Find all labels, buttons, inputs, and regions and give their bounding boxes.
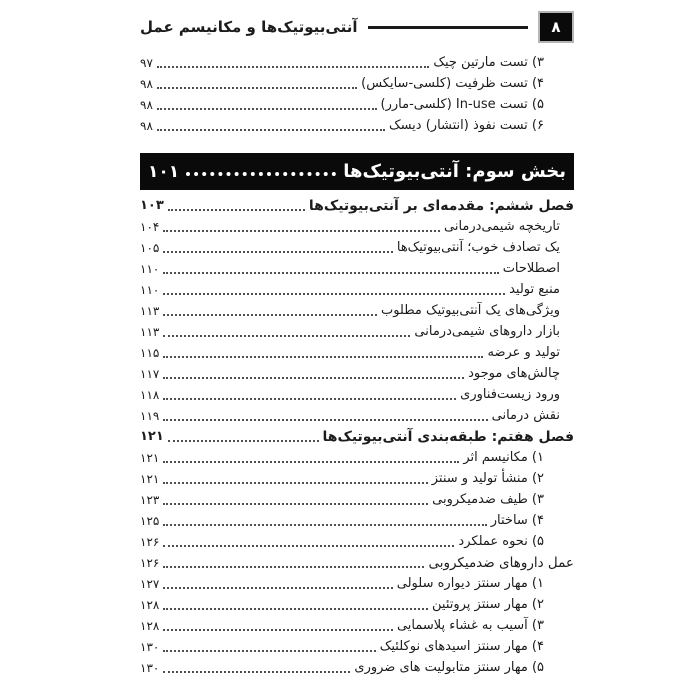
toc-entry-row xyxy=(140,73,574,94)
header-rule xyxy=(368,26,529,29)
entry-title: نقش درمانی xyxy=(491,408,560,423)
dotted-leader xyxy=(186,171,336,176)
entry-page-number: ۹۸ xyxy=(140,97,153,112)
page-number-box xyxy=(538,11,574,43)
entry-page-number: ۱۰۱ xyxy=(148,161,180,182)
toc-entry-row xyxy=(140,52,574,73)
entry-title: عمل داروهای ضدمیکروبی xyxy=(428,554,574,571)
dotted-leader xyxy=(163,586,392,589)
entry-page-number: ۱۲۶ xyxy=(140,555,160,570)
dotted-leader xyxy=(157,107,377,110)
dotted-leader xyxy=(163,271,498,274)
entry-title: ۳) تست مارتین چیک xyxy=(433,55,544,70)
entry-title: ۴) مهار سنتز اسیدهای نوکلئیک xyxy=(379,639,544,654)
toc-entry-row xyxy=(140,405,574,426)
dotted-leader xyxy=(163,355,483,358)
dotted-leader xyxy=(157,86,357,89)
entry-page-number: ۱۳۰ xyxy=(140,660,160,675)
toc-entry-row xyxy=(140,258,574,279)
toc-entry-row xyxy=(140,510,574,531)
entry-page-number: ۱۲۷ xyxy=(140,576,160,591)
toc-entry-row xyxy=(140,468,574,489)
entry-title: ۴) ساختار xyxy=(490,513,544,528)
entry-title: ۳) طیف ضدمیکروبی xyxy=(432,492,544,507)
dotted-leader xyxy=(168,439,319,442)
toc-entry-row xyxy=(140,363,574,384)
toc-entry-row xyxy=(140,636,574,657)
page-header xyxy=(140,12,574,42)
toc-entry-row xyxy=(140,657,574,678)
dotted-leader xyxy=(163,397,456,400)
entry-page-number: ۱۱۵ xyxy=(140,345,160,360)
entry-title: یک تصادف خوب؛ آنتی‌بیوتیک‌ها xyxy=(396,240,560,255)
dotted-leader xyxy=(163,460,459,463)
entry-title: ۴) تست ظرفیت (کلسی-سایکس) xyxy=(361,76,544,91)
toc-entry-row xyxy=(140,489,574,510)
dotted-leader xyxy=(163,334,410,337)
entry-page-number: ۱۲۳ xyxy=(140,492,160,507)
entry-title: ۱) مکانیسم اثر xyxy=(463,450,544,465)
entry-title: ۳) آسیب به غشاء پلاسمایی xyxy=(396,618,544,633)
entry-title: ۶) تست نفوذ (انتشار) دیسک xyxy=(388,118,544,133)
toc-entry-row xyxy=(140,531,574,552)
dotted-leader xyxy=(163,565,424,568)
toc-section-banner xyxy=(140,153,574,190)
dotted-leader xyxy=(163,376,464,379)
entry-page-number: ۱۱۸ xyxy=(140,387,160,402)
entry-page-number: ۱۰۳ xyxy=(140,198,164,213)
dotted-leader xyxy=(157,128,385,131)
entry-title: فصل ششم: مقدمه‌ای بر آنتی‌بیوتیک‌ها xyxy=(308,197,574,214)
entry-page-number: ۱۲۸ xyxy=(140,597,160,612)
toc-entry-row xyxy=(140,115,574,136)
dotted-leader xyxy=(163,523,486,526)
toc-entry-row xyxy=(140,594,574,615)
toc-entry-row xyxy=(140,321,574,342)
entry-page-number: ۱۱۳ xyxy=(140,303,160,318)
toc-list xyxy=(140,52,574,678)
dotted-leader xyxy=(163,607,428,610)
entry-title: ۵) مهار سنتز متابولیت های ضروری xyxy=(354,660,544,675)
entry-title: تاریخچه شیمی‌درمانی xyxy=(444,219,560,234)
entry-title: منبع تولید xyxy=(509,282,560,297)
entry-page-number: ۱۰۴ xyxy=(140,219,160,234)
entry-title: بخش سوم: آنتی‌بیوتیک‌ها xyxy=(343,161,566,182)
entry-title: ۱) مهار سنتز دیواره سلولی xyxy=(396,576,544,591)
entry-title: بازار داروهای شیمی‌درمانی xyxy=(414,324,560,339)
dotted-leader xyxy=(163,649,375,652)
page-number: ۸ xyxy=(551,18,561,36)
toc-entry-row xyxy=(140,342,574,363)
toc-entry-row xyxy=(140,237,574,258)
toc-entry-row xyxy=(140,615,574,636)
entry-page-number: ۹۷ xyxy=(140,55,153,70)
entry-page-number: ۱۲۶ xyxy=(140,534,160,549)
page-content xyxy=(140,0,574,678)
entry-page-number: ۱۲۸ xyxy=(140,618,160,633)
entry-page-number: ۱۱۰ xyxy=(140,282,160,297)
toc-entry-row xyxy=(140,447,574,468)
dotted-leader xyxy=(163,628,393,631)
entry-page-number: ۱۲۱ xyxy=(140,450,160,465)
toc-entry-row xyxy=(140,216,574,237)
entry-page-number: ۹۸ xyxy=(140,118,153,133)
dotted-leader xyxy=(163,229,440,232)
entry-title: ۵) نحوه عملکرد xyxy=(458,534,544,549)
toc-entry-row xyxy=(140,94,574,115)
toc-entry-row xyxy=(140,573,574,594)
toc-chapter-row xyxy=(140,426,574,447)
toc-chapter-row xyxy=(140,195,574,216)
dotted-leader xyxy=(163,670,350,673)
entry-title: ۵) تست In-use (کلسی-مارر) xyxy=(380,97,544,112)
entry-page-number: ۱۱۷ xyxy=(140,366,160,381)
toc-subhead-row xyxy=(140,552,574,573)
entry-page-number: ۱۱۹ xyxy=(140,408,160,423)
dotted-leader xyxy=(168,208,305,211)
entry-page-number: ۱۳۰ xyxy=(140,639,160,654)
dotted-leader xyxy=(163,292,505,295)
dotted-leader xyxy=(157,65,429,68)
entry-page-number: ۱۲۱ xyxy=(140,429,164,444)
toc-entry-row xyxy=(140,279,574,300)
entry-title: ویژگی‌های یک آنتی‌بیوتیک مطلوب xyxy=(380,303,560,318)
toc-entry-row xyxy=(140,384,574,405)
running-head-title: آنتی‌بیوتیک‌ها و مکانیسم عمل xyxy=(140,18,358,36)
dotted-leader xyxy=(163,481,427,484)
entry-page-number: ۹۸ xyxy=(140,76,153,91)
entry-page-number: ۱۰۵ xyxy=(140,240,160,255)
entry-title: تولید و عرضه xyxy=(487,345,560,360)
dotted-leader xyxy=(163,544,454,547)
entry-title: اصطلاحات xyxy=(502,261,560,276)
dotted-leader xyxy=(163,418,487,421)
entry-title: ۲) مهار سنتز پروتئین xyxy=(432,597,544,612)
entry-title: چالش‌های موجود xyxy=(468,366,560,381)
entry-title: فصل هفتم: طبقه‌بندی آنتی‌بیوتیک‌ها xyxy=(322,428,574,445)
toc-entry-row xyxy=(140,300,574,321)
entry-title: ۲) منشأ تولید و سنتز xyxy=(431,471,544,486)
dotted-leader xyxy=(163,313,377,316)
dotted-leader xyxy=(163,502,428,505)
entry-page-number: ۱۱۳ xyxy=(140,324,160,339)
entry-page-number: ۱۲۱ xyxy=(140,471,160,486)
dotted-leader xyxy=(163,250,393,253)
entry-page-number: ۱۱۰ xyxy=(140,261,160,276)
entry-page-number: ۱۲۵ xyxy=(140,513,160,528)
entry-title: ورود زیست‌فناوری xyxy=(460,387,560,402)
